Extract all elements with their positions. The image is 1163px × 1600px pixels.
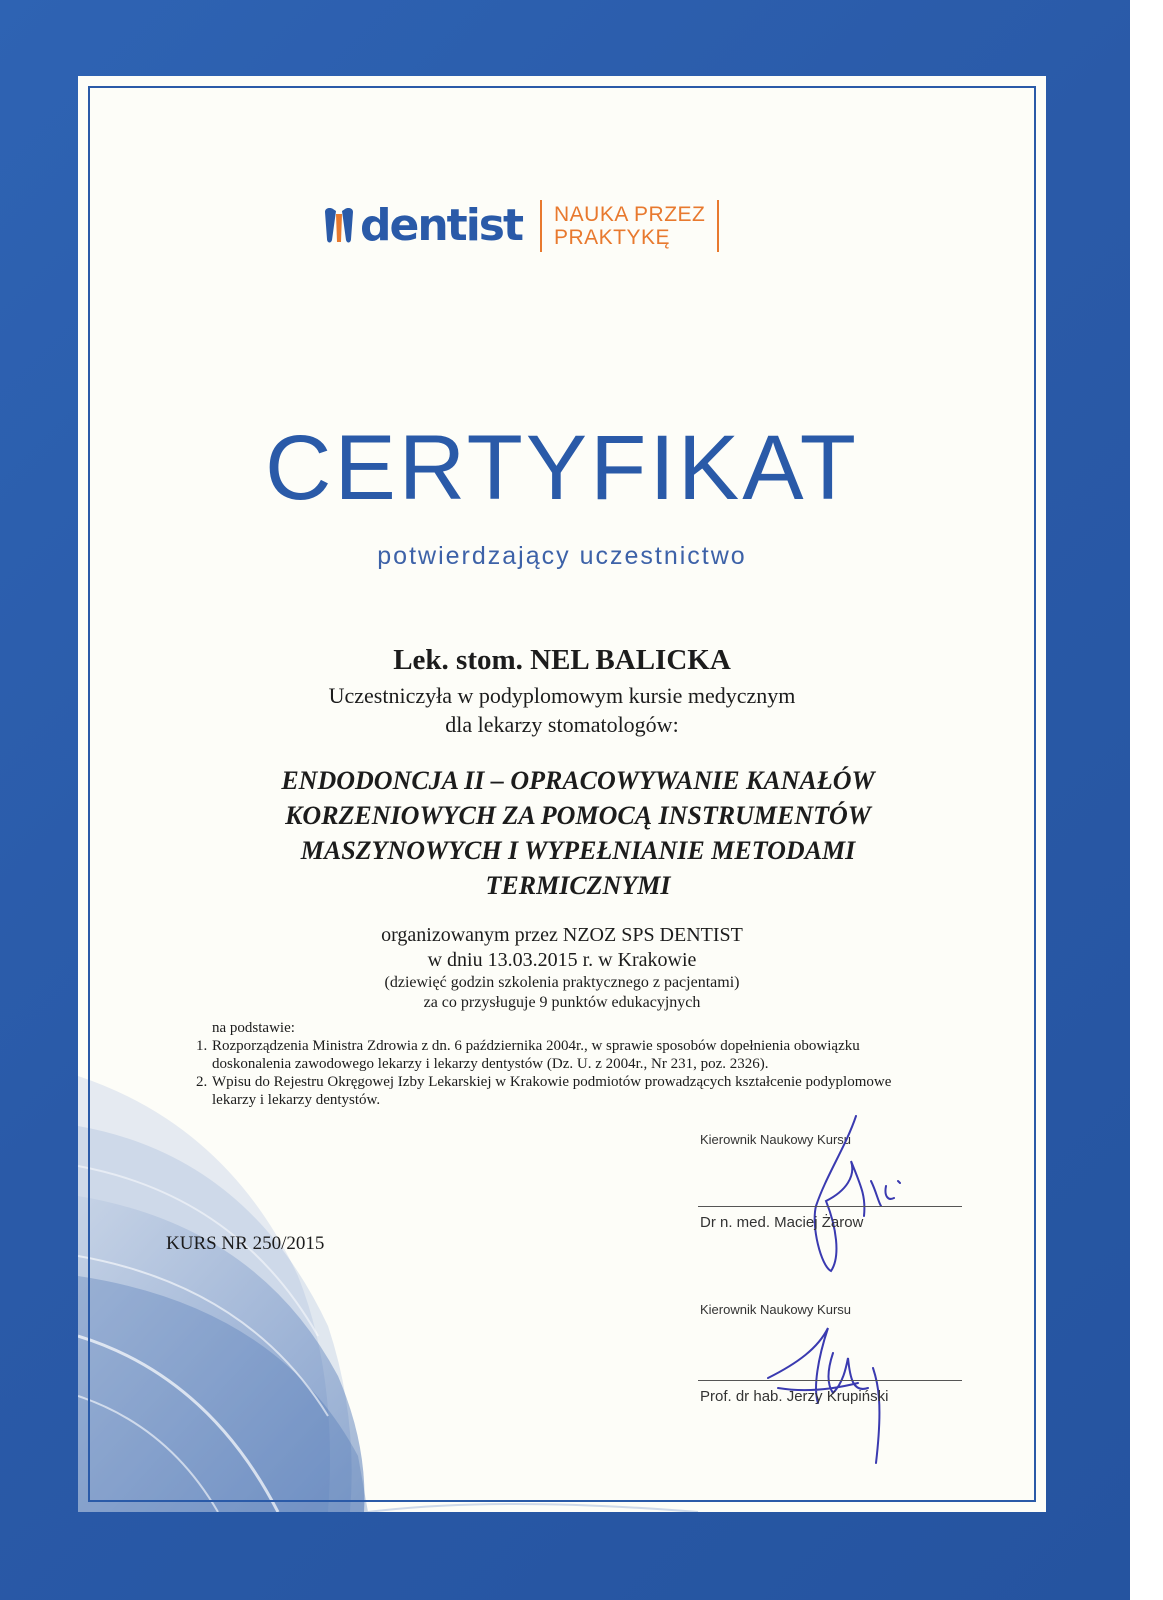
tooth-icon bbox=[322, 206, 356, 246]
logo-divider bbox=[540, 200, 542, 252]
tagline-line2: PRAKTYKĘ bbox=[554, 226, 671, 249]
course-title-line: TERMICZNYMI bbox=[485, 871, 671, 900]
participation-line2: dla lekarzy stomatologów: bbox=[445, 712, 679, 737]
course-title-line: ENDODONCJA II – OPRACOWYWANIE KANAŁÓW bbox=[281, 766, 875, 795]
course-title-line: KORZENIOWYCH ZA POMOCĄ INSTRUMENTÓW bbox=[285, 801, 871, 830]
logo-tagline bbox=[554, 203, 705, 249]
date-place-line: w dniu 13.03.2015 r. w Krakowie bbox=[427, 949, 697, 971]
legal-basis-text: Rozporządzenia Ministra Zdrowia z dn. 6 października 2004r., w sprawie sposobów dopełnienia obowiązku doskonalenia zawodowego lekarzy i lekarzy dentystów (Dz. U. z 2004r., Nr 231, poz. 2326). bbox=[212, 1038, 860, 1072]
legal-basis-item bbox=[196, 1073, 936, 1109]
tagline-line1: NAUKA PRZEZ bbox=[554, 203, 706, 226]
signatory-name: Dr n. med. Maciej Żarow bbox=[700, 1214, 864, 1231]
recipient-name: Lek. stom. NEL BALICKA bbox=[393, 644, 731, 676]
logo-wordmark: dentist bbox=[360, 200, 522, 251]
certificate-subtitle: potwierdzający uczestnictwo bbox=[377, 542, 747, 570]
legal-basis bbox=[196, 1019, 936, 1109]
certificate-paper bbox=[78, 76, 1046, 1512]
legal-basis-number: 1. bbox=[196, 1038, 208, 1054]
signatory-name: Prof. dr hab. Jerzy Krupiński bbox=[700, 1388, 889, 1405]
logo-divider-end bbox=[717, 200, 719, 252]
hours-note: (dziewięć godzin szkolenia praktycznego z pacjentami) bbox=[384, 974, 740, 991]
organizer-line: organizowanym przez NZOZ SPS DENTIST bbox=[381, 924, 743, 946]
course-title bbox=[238, 763, 918, 903]
course-title-line: MASZYNOWYCH I WYPEŁNIANIE METODAMI bbox=[300, 836, 856, 865]
signature-1 bbox=[786, 1106, 906, 1276]
legal-basis-heading: na podstawie: bbox=[212, 1020, 295, 1036]
signature-line bbox=[698, 1206, 962, 1207]
signature-line bbox=[698, 1380, 962, 1381]
participation-line1: Uczestniczyła w podyplomowym kursie medycznym bbox=[328, 683, 796, 708]
points-note: za co przysługuje 9 punktów edukacyjnych bbox=[423, 994, 701, 1011]
legal-basis-text: Wpisu do Rejestru Okręgowej Izby Lekarskiej w Krakowie podmiotów prowadzących kształcenie podyplomowe lekarzy i lekarzy dentystów. bbox=[212, 1074, 892, 1108]
signatory-role: Kierownik Naukowy Kursu bbox=[700, 1132, 852, 1147]
signatory-role: Kierownik Naukowy Kursu bbox=[700, 1302, 852, 1317]
dentist-logo bbox=[322, 198, 719, 254]
legal-basis-number: 2. bbox=[196, 1074, 208, 1090]
course-number: KURS NR 250/2015 bbox=[166, 1233, 325, 1254]
certificate-title: CERTYFIKAT bbox=[265, 417, 859, 519]
legal-basis-item bbox=[196, 1037, 936, 1073]
